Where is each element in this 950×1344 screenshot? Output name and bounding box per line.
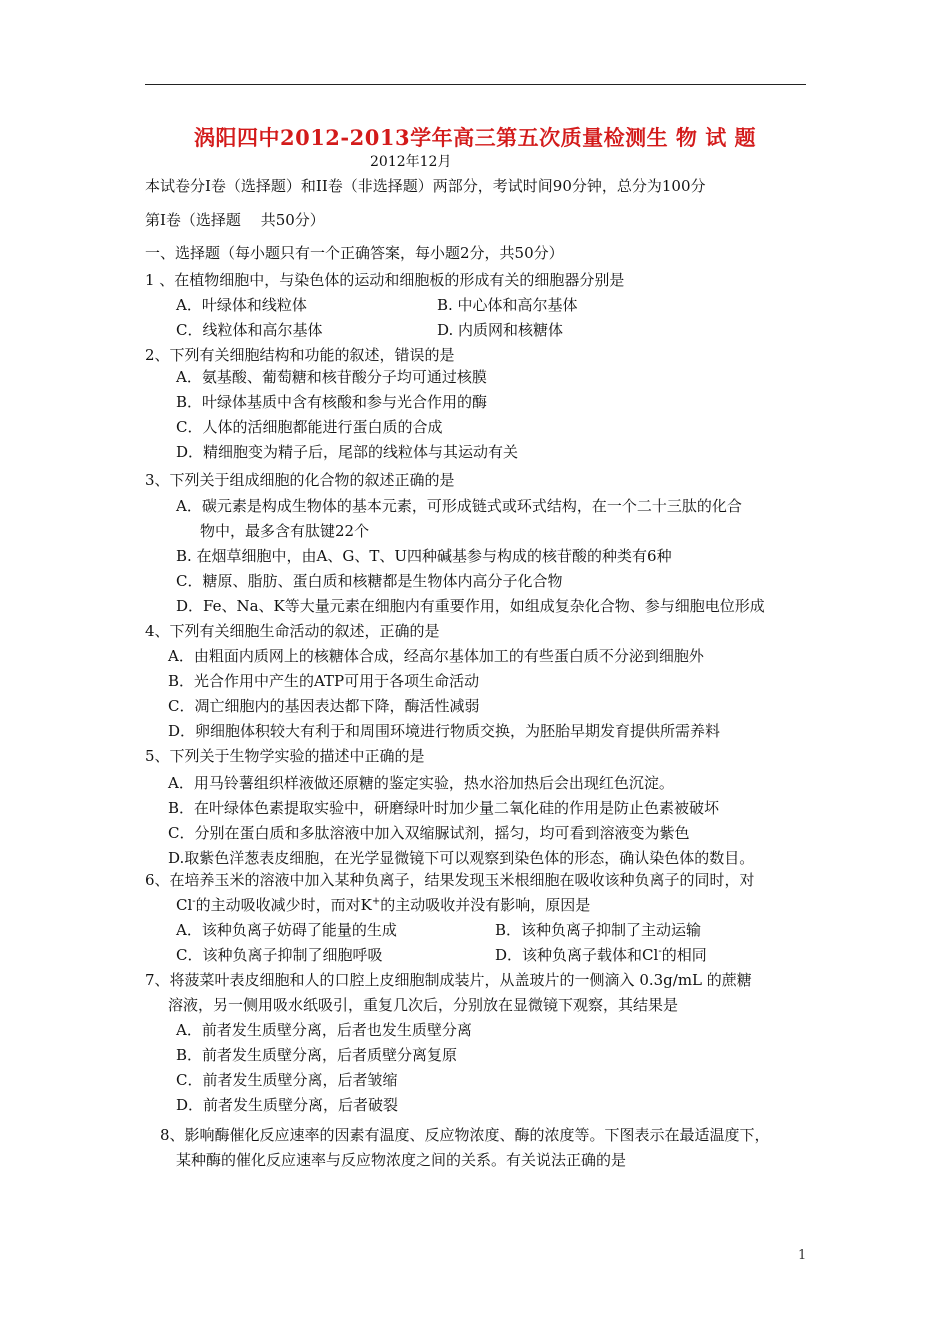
question-7-option-c: C．前者发生质壁分离，后者皱缩 <box>176 1071 398 1089</box>
question-8-stem-continued: 某种酶的催化反应速率与反应物浓度之间的关系。有关说法正确的是 <box>176 1151 627 1169</box>
question-1-option-c: C．线粒体和高尔基体 <box>176 321 323 339</box>
chloride-ion: Cl <box>176 896 193 914</box>
question-6-stem-text-mid: 的主动吸收减少时，而对K <box>195 896 372 914</box>
question-6-option-a: A．该种负离子妨碍了能量的生成 <box>176 921 397 939</box>
question-1-stem: 1 、在植物细胞中，与染色体的运动和细胞板的形成有关的细胞器分别是 <box>145 271 625 289</box>
question-6-stem: 6、在培养玉米的溶液中加入某种负离子，结果发现玉米根细胞在吸收该种负离子的同时，对 <box>145 871 755 889</box>
chloride-charge: - <box>192 896 196 907</box>
question-2-option-b: B．叶绿体基质中含有核酸和参与光合作用的酶 <box>176 393 488 411</box>
question-5-option-a: A．用马铃薯组织样液做还原糖的鉴定实验，热水浴加热后会出现红色沉淀。 <box>168 774 674 792</box>
question-7-option-d: D．前者发生质壁分离，后者破裂 <box>176 1096 399 1114</box>
question-2-option-c: C．人体的活细胞都能进行蛋白质的合成 <box>176 418 443 436</box>
question-5-stem: 5、下列关于生物学实验的描述中正确的是 <box>145 747 425 765</box>
question-6-option-d <box>495 945 707 965</box>
question-6-option-c: C．该种负离子抑制了细胞呼吸 <box>176 946 383 964</box>
question-6-option-d-charge: - <box>658 946 662 957</box>
question-8-stem: 8、影响酶催化反应速率的因素有温度、反应物浓度、酶的浓度等。下图表示在最适温度下， <box>160 1126 770 1144</box>
question-6-option-b: B．该种负离子抑制了主动运输 <box>495 921 702 939</box>
question-5-option-c: C．分别在蛋白质和多肽溶液中加入双缩脲试剂，摇匀，均可看到溶液变为紫色 <box>168 824 690 842</box>
question-7-option-a: A．前者发生质壁分离，后者也发生质壁分离 <box>176 1021 472 1039</box>
question-3-option-c: C．糖原、脂肪、蛋白质和核糖都是生物体内高分子化合物 <box>176 572 563 590</box>
question-1-option-b: B. 中心体和高尔基体 <box>437 296 578 314</box>
header-rule <box>145 84 806 85</box>
question-5-option-b: B．在叶绿体色素提取实验中，研磨绿叶时加少量二氧化硅的作用是防止色素被破坏 <box>168 799 720 817</box>
question-4-option-b: B．光合作用中产生的ATP可用于各项生命活动 <box>168 672 480 690</box>
question-1-option-a: A．叶绿体和线粒体 <box>176 296 307 314</box>
question-2-option-a: A．氨基酸、葡萄糖和核苷酸分子均可通过核膜 <box>176 368 487 386</box>
question-6-option-d-text-end: 的相同 <box>661 946 707 964</box>
question-6-stem-text-end: 的主动吸收并没有影响，原因是 <box>380 896 591 914</box>
question-3-option-d: D．Fe、Na、K等大量元素在细胞内有重要作用，如组成复杂化合物、参与细胞电位形成 <box>176 597 765 615</box>
question-5-option-d: D.取紫色洋葱表皮细胞，在光学显微镜下可以观察到染色体的形态，确认染色体的数目。 <box>168 849 755 867</box>
question-2-option-d: D．精细胞变为精子后，尾部的线粒体与其运动有关 <box>176 443 519 461</box>
question-3-option-b: B. 在烟草细胞中，由A、G、T、U四种碱基参与构成的核苷酸的种类有6种 <box>176 547 672 565</box>
question-6-stem-continued <box>176 895 590 915</box>
question-4-option-c: C．凋亡细胞内的基因表达都下降，酶活性减弱 <box>168 697 480 715</box>
exam-date: 2012年12月 <box>370 154 452 170</box>
page-number: 1 <box>798 1248 807 1263</box>
question-4-option-a: A．由粗面内质网上的核糖体合成，经高尔基体加工的有些蛋白质不分泌到细胞外 <box>168 647 704 665</box>
question-1-option-d: D. 内质网和核糖体 <box>437 321 564 339</box>
question-4-stem: 4、下列有关细胞生命活动的叙述，正确的是 <box>145 622 440 640</box>
question-7-stem-continued: 溶液，另一侧用吸水纸吸引，重复几次后，分别放在显微镜下观察，其结果是 <box>168 996 679 1014</box>
question-3-stem: 3、下列关于组成细胞的化合物的叙述正确的是 <box>145 471 455 489</box>
question-7-stem: 7、将菠菜叶表皮细胞和人的口腔上皮细胞制成装片，从盖玻片的一侧滴入 0.3g/mL 的蔗糖 <box>145 971 752 989</box>
section-one-heading: 一、选择题（每小题只有一个正确答案，每小题2分，共50分） <box>145 244 564 262</box>
exam-title: 涡阳四中2012-2013学年高三第五次质量检测生 物 试 题 <box>193 125 757 150</box>
potassium-charge: + <box>371 896 381 907</box>
question-3-option-a-continued: 物中，最多含有肽键22个 <box>200 522 370 540</box>
question-7-option-b: B．前者发生质壁分离，后者质壁分离复原 <box>176 1046 458 1064</box>
question-3-option-a: A．碳元素是构成生物体的基本元素，可形成链式或环式结构，在一个二十三肽的化合 <box>176 497 742 515</box>
question-2-stem: 2、下列有关细胞结构和功能的叙述，错误的是 <box>145 346 455 364</box>
part-one-heading: 第Ⅰ卷（选择题 共50分） <box>145 211 325 229</box>
question-6-option-d-text: D．该种负离子载体和Cl <box>495 946 659 964</box>
question-4-option-d: D．卵细胞体积较大有利于和周围环境进行物质交换，为胚胎早期发育提供所需养料 <box>168 722 721 740</box>
intro-description: 本试卷分Ⅰ卷（选择题）和II卷（非选择题）两部分，考试时间90分钟，总分为100分 <box>145 177 706 195</box>
